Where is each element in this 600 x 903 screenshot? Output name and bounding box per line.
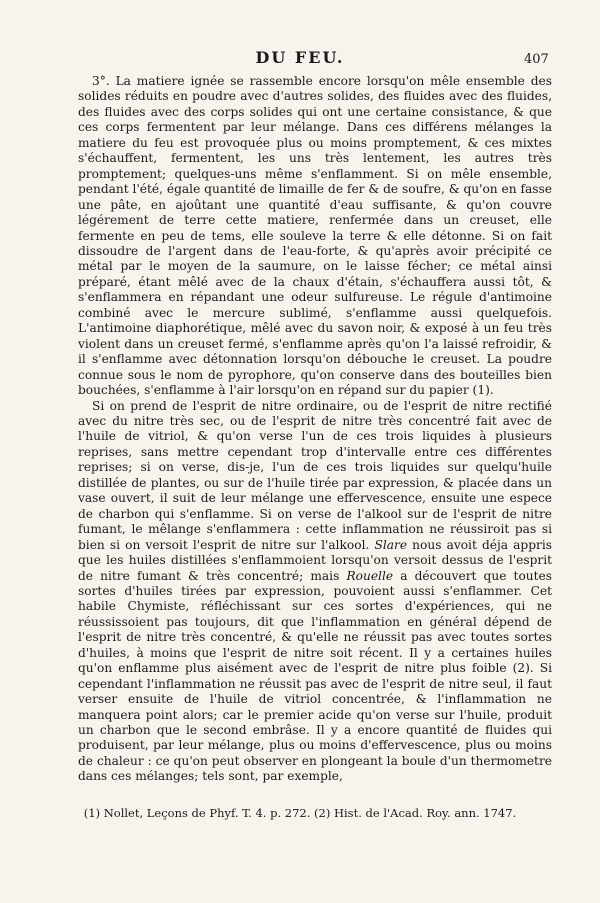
main-text [78, 74, 552, 785]
paragraph-2-part-2: nous avoit déja appris que les huiles distillées s'enflammoient lorsqu'on versoit dessus de l'esprit de nitre fumant & très concentré; mais [78, 537, 552, 583]
paragraph-1: 3°. La matiere ignée se rassemble encore lorsqu'on mêle ensemble des solides réduits en poudre avec d'autres solides, des fluides avec des fluides, des fluides avec des corps solides qui ont une certaine consistance, & que ces corps fermentent par leur mélange. Dans ces différens mélanges la matiere du feu est provoquée plus ou moins promptement, & ces mixtes s'échauffent, fermentent, les uns très lentement, les autres très promptement; quelques-uns même s'enflamment. Si on mêle ensemble, pendant l'été, égale quantité de limaille de fer & de soufre, & qu'on en fasse une pâte, en ajoûtant une quantité d'eau suffisante, & qu'on couvre légérement de terre cette matiere, renfermée dans un creuset, elle fermente en peu de tems, elle souleve la terre & elle détonne. Si on fait dissoudre de l'argent dans de l'eau-forte, & qu'après avoir précipité ce métal par le moyen de la saumure, on le laisse fécher; ce métal ainsi préparé, étant mêlé avec de la chaux d'étain, s'échauffera aussi tôt, & s'enflammera en répandant une odeur sulfureuse. Le régule d'antimoine combiné avec le mercure sublimé, s'enflamme aussi quelquefois. L'antimoine diaphorétique, mêlé avec du savon noir, & exposé à un feu très violent dans un creuset fermé, s'enflamme après qu'on l'a laissé refroidir, & il s'enflamme avec détonnation lorsqu'on débouche le creuset. La poudre connue sous le nom de pyrophore, qu'on conserve dans des bouteilles bien bouchées, s'enflamme à l'air lorsqu'on en répand sur du papier (1). [78, 74, 552, 398]
paragraph-2 [78, 399, 552, 785]
running-title: DU FEU. [255, 48, 345, 67]
author-name-slare: Slare [374, 537, 408, 552]
author-name-rouelle: Rouelle [346, 568, 394, 583]
page-number: 407 [524, 52, 549, 67]
paragraph-2-part-3: a découvert que toutes sortes d'huiles tirées par expression, pouvoient aussi s'enflammer. Cet habile Chymiste, réfléchissant sur ces sortes d'expériences, qui ne réussissoient pas toujours, dit que l'inflammation en général dépend de l'esprit de nitre très concentré, & qu'elle ne réussit pas avec toutes sortes d'huiles, à moins que l'esprit de nitre soit récent. Il y a certaines huiles qu'on enflamme plus aisément avec de l'esprit de nitre plus foible (2). Si cependant l'inflammation ne réussit pas avec de l'esprit de nitre seul, il faut verser ensuite de l'huile de vitriol concentrée, & l'inflammation ne manquera point alors; car le premier acide qu'on verse sur l'huile, produit un charbon que le second embrâse. Il y a encore quantité de fluides qui produisent, par leur mélange, plus ou moins d'effervescence, plus ou moins de chaleur : ce qu'on peut observer en plongeant la boule d'un thermometre dans ces mélanges; tels sont, par exemple, [78, 568, 552, 784]
paragraph-2-part-1: Si on prend de l'esprit de nitre ordinaire, ou de l'esprit de nitre rectifié avec du nitre très sec, ou de l'esprit de nitre très concentré fait avec de l'huile de vitriol, & qu'on verse l'un de ces trois liquides à plusieurs reprises, sans mettre cependant trop d'intervalle entre ces différentes reprises; si on verse, dis-je, l'un de ces trois liquides sur quelqu'huile distillée de plantes, ou sur de l'huile tirée par expression, & placée dans un vase ouvert, il suit de leur mélange une effervescence, ensuite une espece de charbon qui s'enflamme. Si on verse de l'alkool sur de l'esprit de nitre fumant, le mêlange s'enflammera : cette inflammation ne réussiroit pas si bien si on versoit l'esprit de nitre sur l'alkool. [78, 398, 552, 552]
footnote: (1) Nollet, Leçons de Phyf. T. 4. p. 272. (2) Hist. de l'Acad. Roy. ann. 1747. [83, 806, 517, 820]
